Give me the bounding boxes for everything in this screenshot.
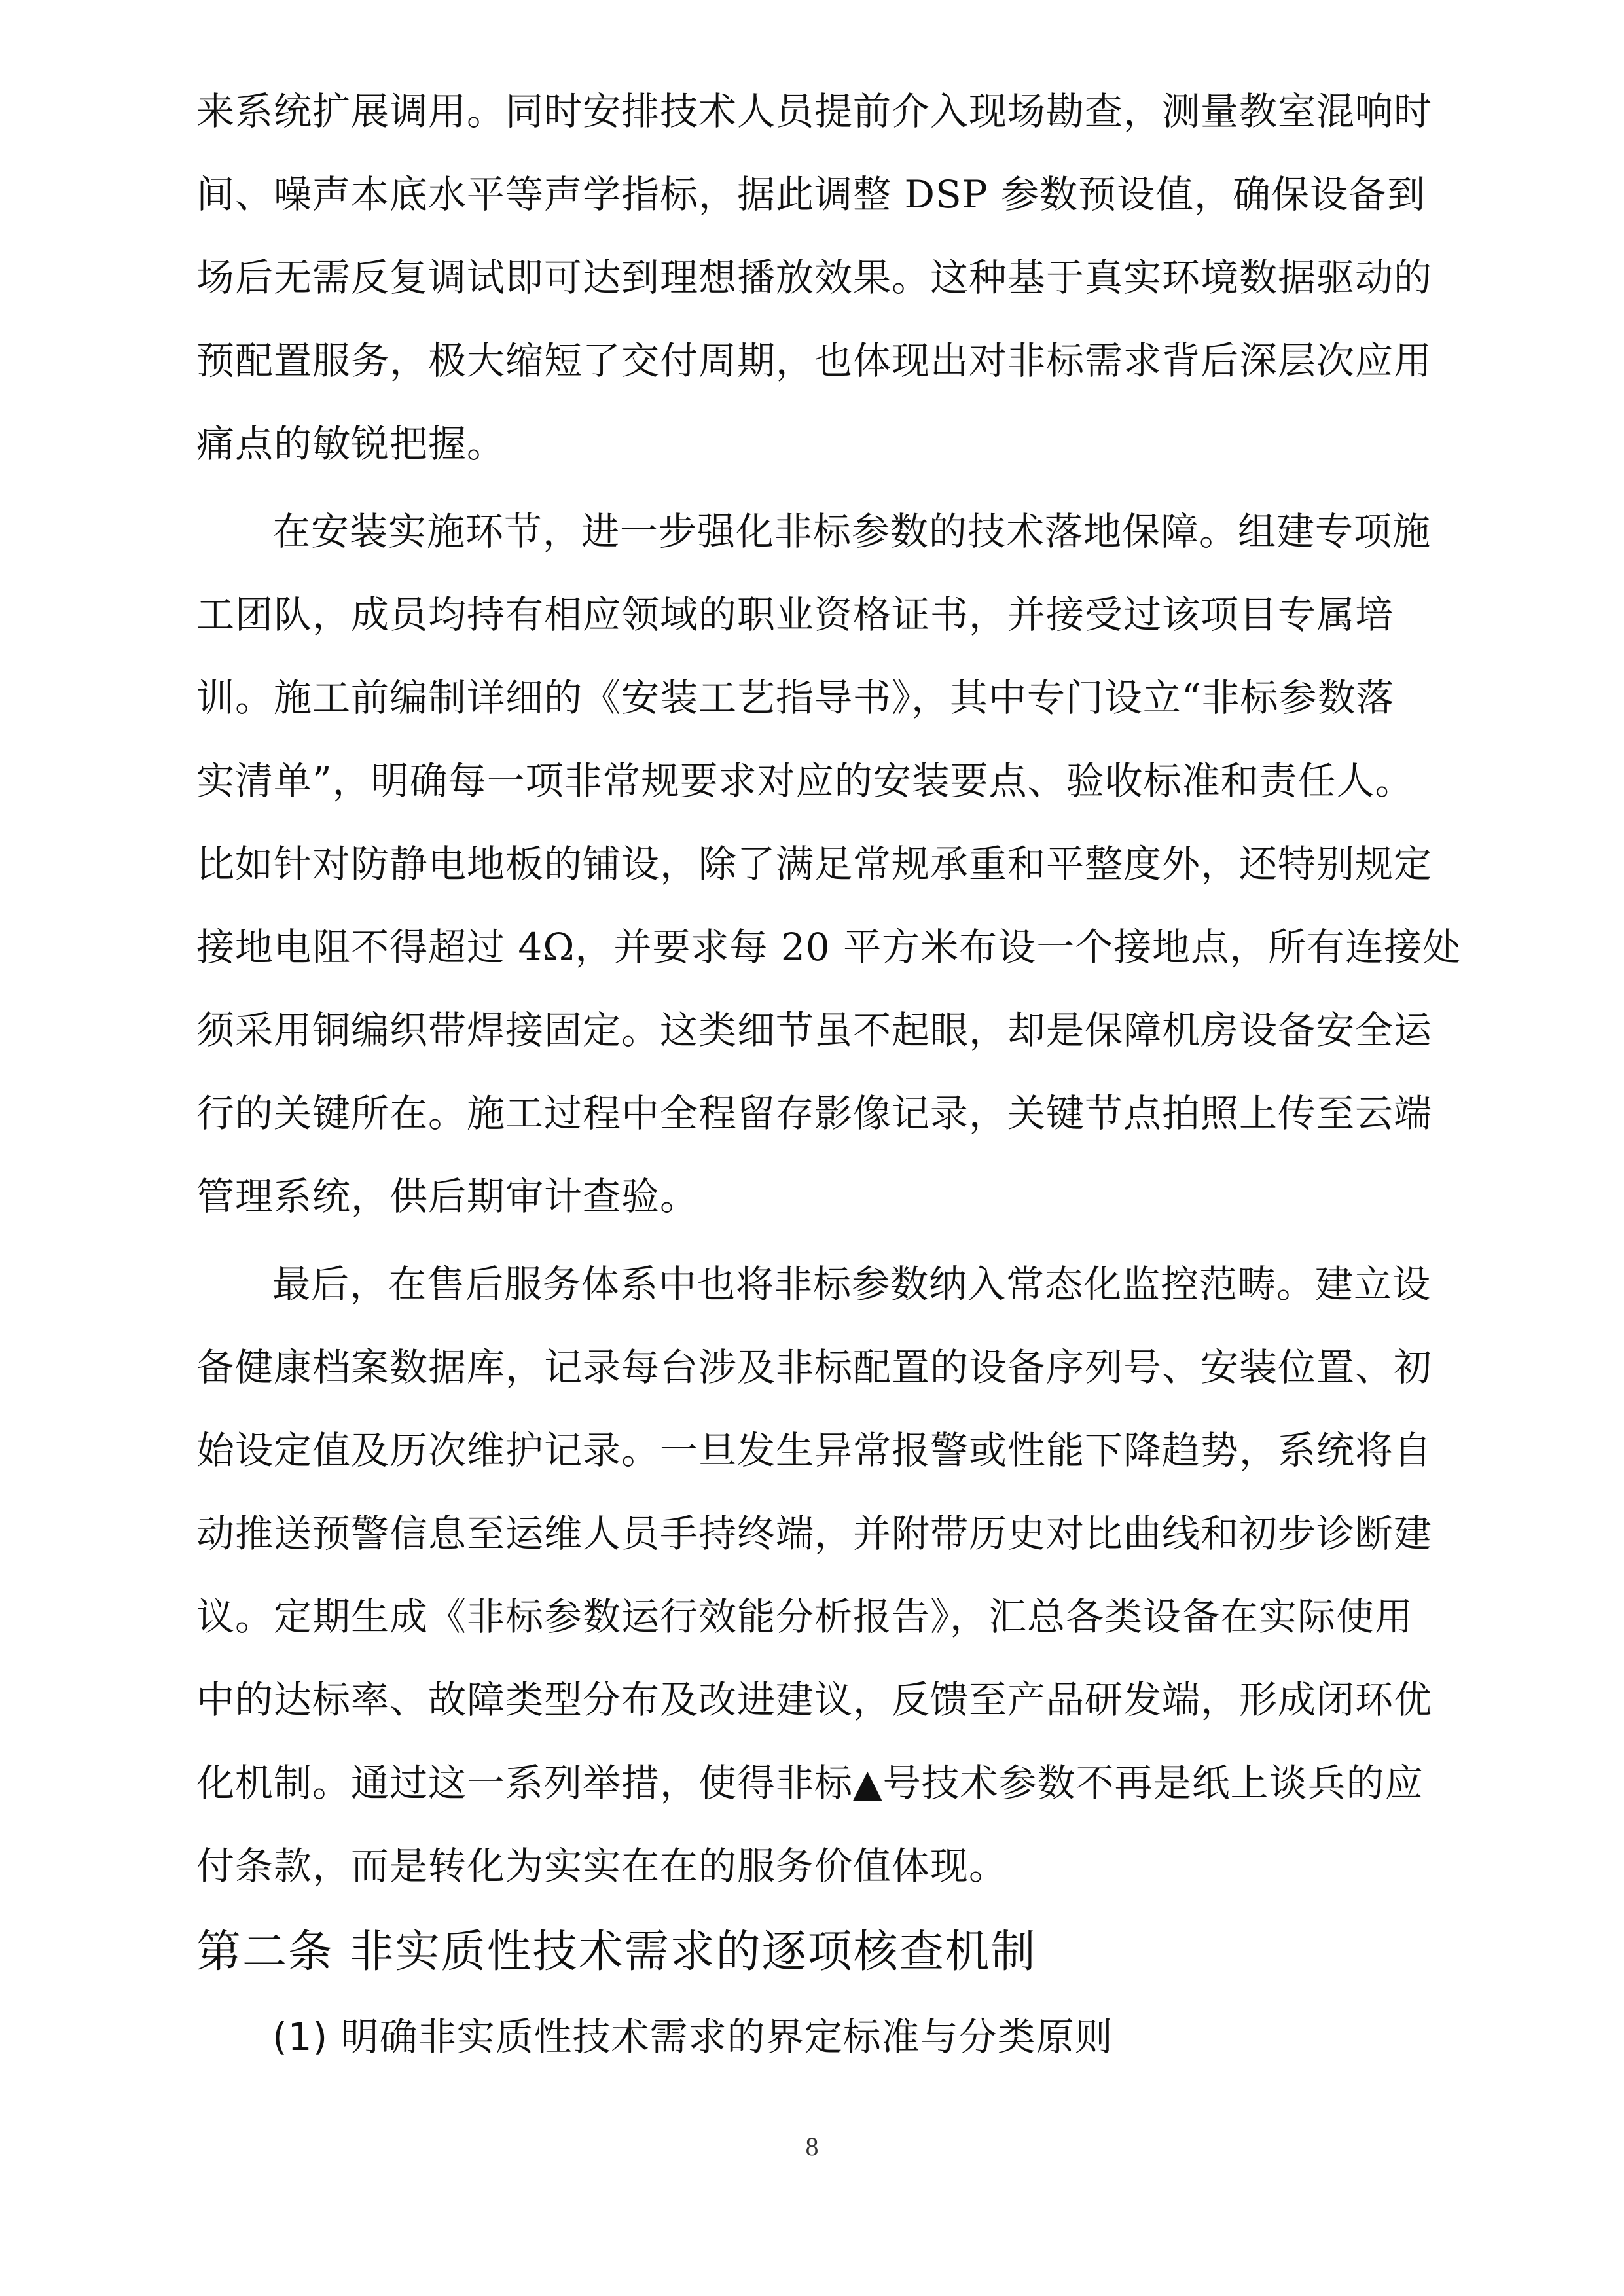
- body-text-line: 管理系统，供后期审计查验。: [196, 1174, 699, 1219]
- body-text-line: 预配置服务，极大缩短了交付周期，也体现出对非标需求背后深层次应用: [196, 338, 1433, 383]
- body-text-line: 实清单”，明确每一项非常规要求对应的安装要点、验收标准和责任人。: [196, 759, 1414, 803]
- body-text-line: 动推送预警信息至运维人员手持终端，并附带历史对比曲线和初步诊断建: [196, 1511, 1433, 1556]
- body-text-line: 须采用铜编织带焊接固定。这类细节虽不起眼，却是保障机房设备安全运: [196, 1008, 1433, 1052]
- body-text-line: 接地电阻不得超过 4Ω，并要求每 20 平方米布设一个接地点，所有连接处: [196, 925, 1462, 969]
- page-number: 8: [805, 2132, 819, 2161]
- body-text-line: 始设定值及历次维护记录。一旦发生异常报警或性能下降趋势，系统将自: [196, 1428, 1433, 1473]
- body-text-line: 来系统扩展调用。同时安排技术人员提前介入现场勘查，测量教室混响时: [196, 89, 1433, 134]
- body-text-line: 痛点的敏锐把握。: [196, 422, 506, 466]
- body-text-line: 比如针对防静电地板的铺设，除了满足常规承重和平整度外，还特别规定: [196, 842, 1433, 886]
- body-text-line: 训。施工前编制详细的《安装工艺指导书》，其中专门设立“非标参数落: [196, 675, 1395, 720]
- body-text-line: 化机制。通过这一系列举措，使得非标▲号技术参数不再是纸上谈兵的应: [196, 1761, 1424, 1805]
- body-text-line: 在安装实施环节，进一步强化非标参数的技术落地保障。组建专项施: [272, 509, 1432, 554]
- section-heading: 第二条 非实质性技术需求的逐项核查机制: [196, 1926, 1037, 1978]
- body-text-line: 付条款，而是转化为实实在在的服务价值体现。: [196, 1844, 1008, 1888]
- body-text-line: 议。定期生成《非标参数运行效能分析报告》，汇总各类设备在实际使用: [196, 1594, 1414, 1639]
- body-text-line: 行的关键所在。施工过程中全程留存影像记录，关键节点拍照上传至云端: [196, 1091, 1433, 1136]
- body-text-line: 工团队，成员均持有相应领域的职业资格证书，并接受过该项目专属培: [196, 592, 1394, 637]
- body-text-line: 中的达标率、故障类型分布及改进建议，反馈至产品研发端，形成闭环优: [196, 1677, 1433, 1722]
- body-text-line: 备健康档案数据库，记录每台涉及非标配置的设备序列号、安装位置、初: [196, 1345, 1433, 1390]
- body-text-line: 间、噪声本底水平等声学指标，据此调整 DSP 参数预设值，确保设备到: [196, 172, 1426, 217]
- body-text-line: 场后无需反复调试即可达到理想播放效果。这种基于真实环境数据驱动的: [196, 255, 1433, 300]
- body-text-line: 最后，在售后服务体系中也将非标参数纳入常态化监控范畴。建立设: [272, 1262, 1432, 1306]
- sub-heading: (1) 明确非实质性技术需求的界定标准与分类原则: [272, 2015, 1113, 2059]
